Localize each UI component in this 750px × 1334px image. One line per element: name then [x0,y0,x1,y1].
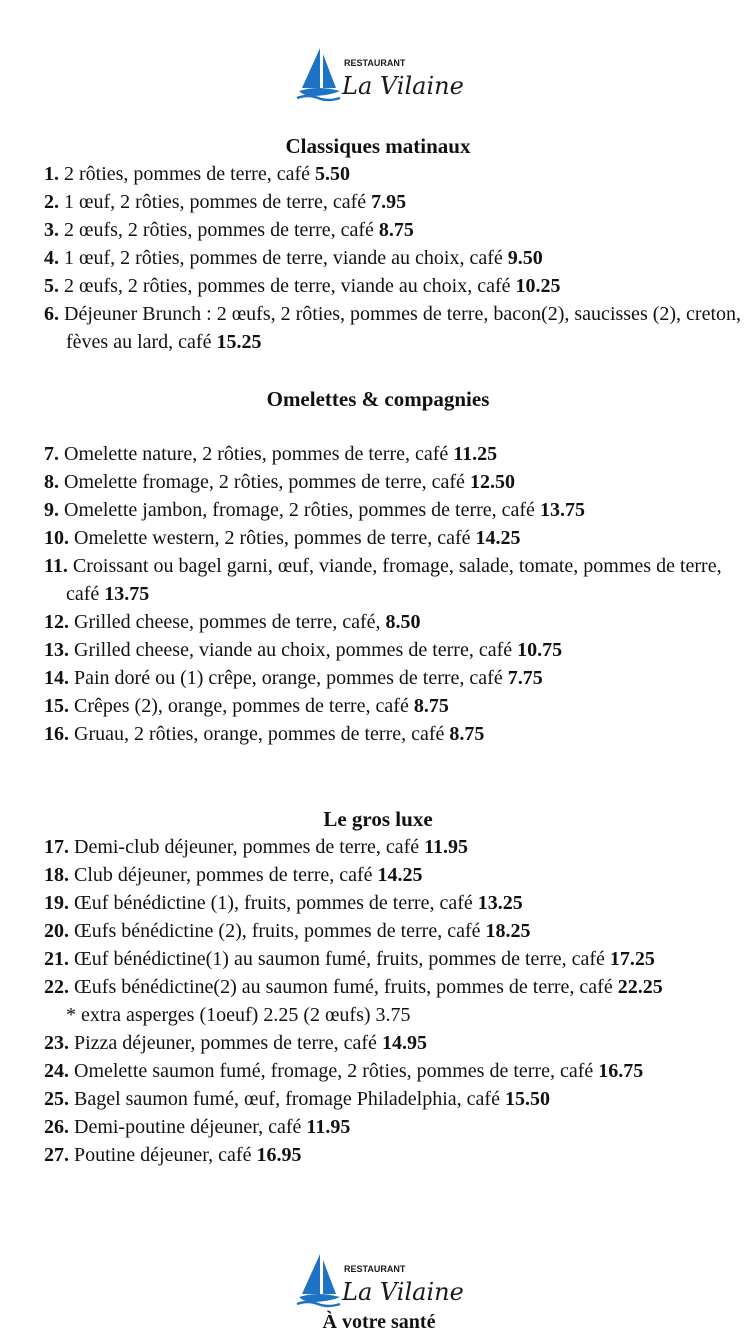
menu-item: 23. Pizza déjeuner, pommes de terre, café 14.95 [44,1032,427,1054]
price: 8.50 [385,611,421,633]
price: 13.75 [539,499,585,521]
menu-list-omelettes [44,440,742,748]
menu-item: 3. 2 œufs, 2 rôties, pommes de terre, café 8.75 [44,219,414,241]
menu-item: 19. Œuf bénédictine (1), fruits, pommes de terre, café 13.25 [44,892,523,914]
logo-brand-name: La Vilaine [342,1278,464,1306]
menu-item: 14. Pain doré ou (1) crêpe, orange, pommes de terre, café 7.75 [44,667,543,689]
menu-item: 27. Poutine déjeuner, café 16.95 [44,1144,302,1166]
menu-item: 15. Crêpes (2), orange, pommes de terre, café 8.75 [44,695,449,717]
price: 7.95 [371,191,407,213]
section-title-classiques: Classiques matinaux [285,134,471,158]
menu-item: 4. 1 œuf, 2 rôties, pommes de terre, viande au choix, café 9.50 [44,247,543,269]
price: 10.75 [517,639,563,661]
price: 11.25 [453,443,498,465]
restaurant-logo-bottom [296,1250,466,1310]
section-title-omelettes: Omelettes & compagnies [266,387,490,411]
menu-list-classiques [44,160,742,356]
section-title-gros-luxe: Le gros luxe [323,807,433,831]
price: 14.95 [381,1032,427,1054]
sailboat-icon [296,44,466,104]
menu-item: 5. 2 œufs, 2 rôties, pommes de terre, viande au choix, café 10.25 [44,275,561,297]
menu-item: 22. Œufs bénédictine(2) au saumon fumé, fruits, pommes de terre, café 22.25 [44,976,663,998]
logo-small-text: RESTAURANT [344,1264,406,1274]
price: 8.75 [449,723,485,745]
menu-item: 6. Déjeuner Brunch : 2 œufs, 2 rôties, pommes de terre, bacon(2), saucisses (2), creton, fèves au lard, café 15.25 [44,303,742,353]
menu-list-gros-luxe [44,833,742,1169]
price: 22.25 [617,976,663,998]
price: 12.50 [469,471,515,493]
price: 7.75 [507,667,543,689]
price: 8.75 [378,219,414,241]
price: 8.75 [413,695,449,717]
price: 14.25 [475,527,521,549]
price: 15.25 [216,331,262,353]
restaurant-logo [296,44,466,104]
price: 13.75 [104,583,150,605]
closing-text: À votre santé [322,1311,436,1333]
menu-item: 2. 1 œuf, 2 rôties, pommes de terre, café 7.95 [44,191,407,213]
menu-item: 16. Gruau, 2 rôties, orange, pommes de terre, café 8.75 [44,723,485,745]
menu-item: 13. Grilled cheese, viande au choix, pommes de terre, café 10.75 [44,639,563,661]
menu-item: 20. Œufs bénédictine (2), fruits, pommes de terre, café 18.25 [44,920,531,942]
menu-item: 24. Omelette saumon fumé, fromage, 2 rôties, pommes de terre, café 16.75 [44,1060,644,1082]
price: 11.95 [306,1116,351,1138]
menu-item: 12. Grilled cheese, pommes de terre, café, 8.50 [44,611,421,633]
menu-item: 17. Demi-club déjeuner, pommes de terre, café 11.95 [44,836,469,858]
price: 18.25 [485,920,531,942]
price: 11.95 [424,836,469,858]
price: 17.25 [609,948,655,970]
price: 15.50 [504,1088,550,1110]
menu-item: 11. Croissant ou bagel garni, œuf, viande, fromage, salade, tomate, pommes de terre, café 13.75 [44,555,722,605]
menu-item: 8. Omelette fromage, 2 rôties, pommes de terre, café 12.50 [44,471,515,493]
price: 5.50 [315,163,351,185]
price: 16.95 [256,1144,302,1166]
menu-item: 7. Omelette nature, 2 rôties, pommes de terre, café 11.25 [44,443,498,465]
menu-item: 25. Bagel saumon fumé, œuf, fromage Philadelphia, café 15.50 [44,1088,550,1110]
price: 2.25 [263,1004,299,1026]
menu-item: 18. Club déjeuner, pommes de terre, café 14.25 [44,864,423,886]
menu-item: 21. Œuf bénédictine(1) au saumon fumé, fruits, pommes de terre, café 17.25 [44,948,655,970]
extra-note: * extra asperges (1oeuf) 2.25 (2 œufs) 3.75 [66,1004,411,1026]
menu-item: 26. Demi-poutine déjeuner, café 11.95 [44,1116,351,1138]
logo-brand-name: La Vilaine [342,72,464,100]
price: 14.25 [377,864,423,886]
menu-item: 1. 2 rôties, pommes de terre, café 5.50 [44,163,351,185]
price: 9.50 [507,247,543,269]
price: 16.75 [598,1060,644,1082]
sailboat-icon [296,1250,466,1310]
price: 3.75 [375,1004,411,1026]
price: 10.25 [515,275,561,297]
logo-small-text: RESTAURANT [344,58,406,68]
menu-item: 9. Omelette jambon, fromage, 2 rôties, pommes de terre, café 13.75 [44,499,585,521]
price: 13.25 [477,892,523,914]
menu-item: 10. Omelette western, 2 rôties, pommes de terre, café 14.25 [44,527,521,549]
